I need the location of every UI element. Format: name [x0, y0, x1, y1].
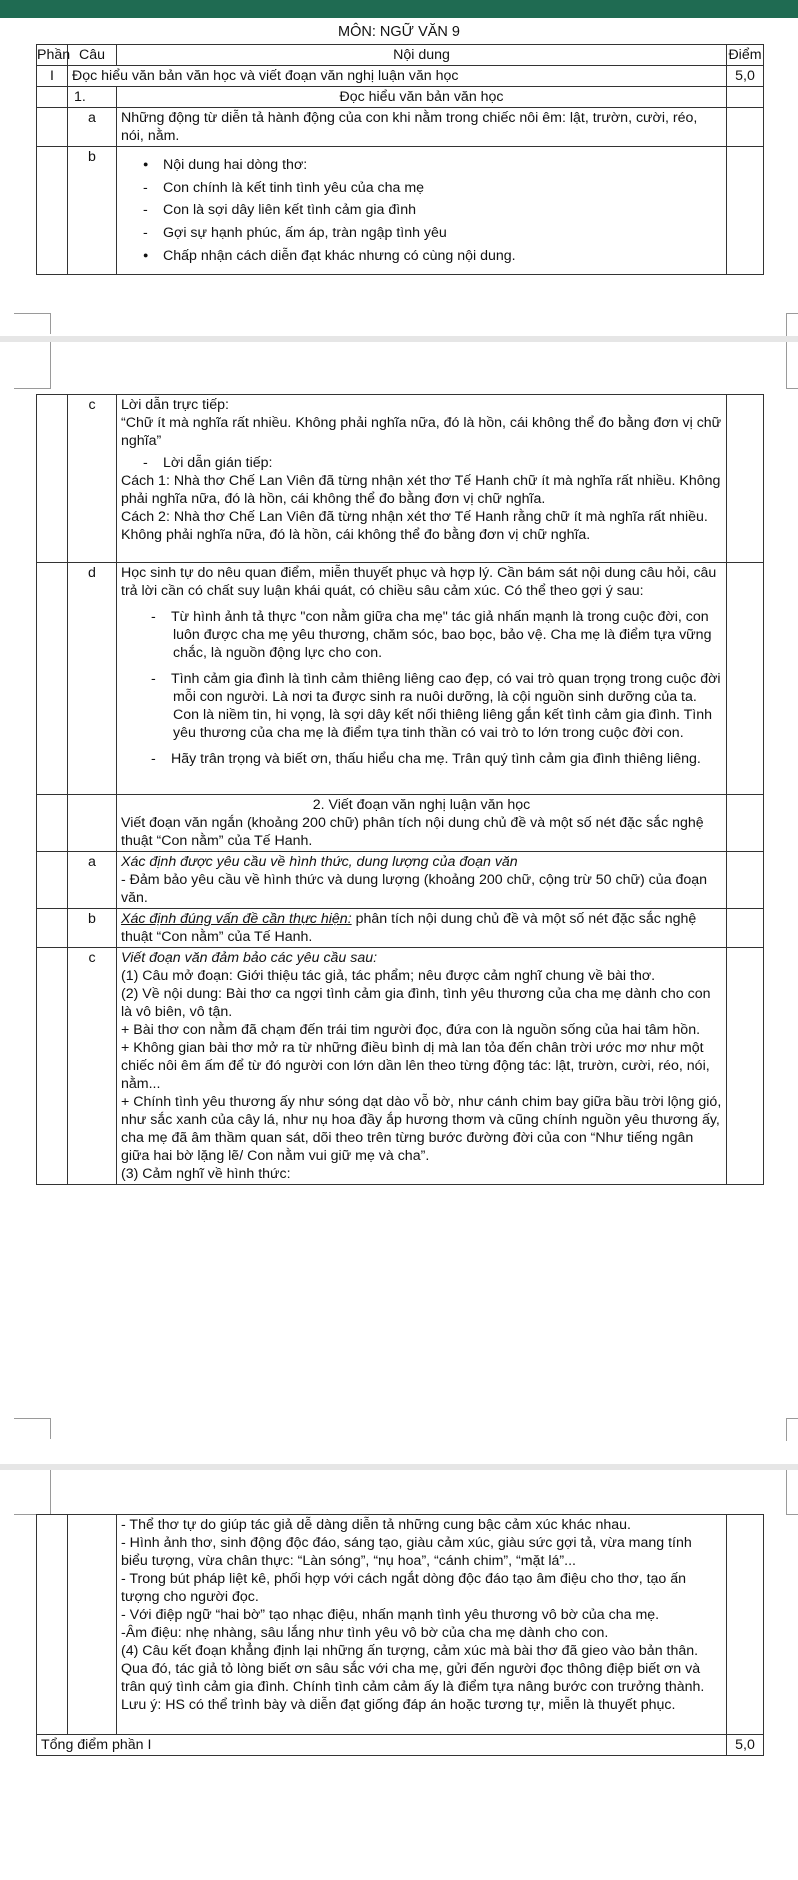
writing-b-content [117, 909, 727, 948]
part-label: Đọc hiểu văn bản văn học và viết đoạn văn nghị luận văn học [68, 66, 727, 87]
crop-mark [14, 342, 51, 389]
section2-row [37, 795, 764, 852]
writing-a-head: Xác định được yêu cầu về hình thức, dung lượng của đoạn văn [121, 854, 518, 870]
header-question: Câu [68, 45, 117, 66]
question-b-row [37, 147, 764, 275]
writing-c-line: - Hình ảnh thơ, sinh động độc đáo, sáng tạo, giàu cảm xúc, giàu sức gợi tả, vừa mang tính biểu tượng, vừa chân thực: “Làn sóng”, “nụ hoa”, “cánh chim”, “mặt lá”... [121, 1535, 692, 1569]
direct-quote-label: Lời dẫn trực tiếp: [121, 397, 229, 413]
crop-mark [786, 1418, 798, 1441]
question-label: b [68, 147, 117, 275]
question-label: a [68, 852, 117, 909]
section2-task: Viết đoạn văn ngắn (khoảng 200 chữ) phân tích nội dung chủ đề và một số nét đặc sắc nghệ thuật “Con nằm” của Tế Hanh. [121, 815, 704, 849]
crop-mark [786, 342, 798, 389]
crop-mark [786, 313, 798, 336]
writing-c-line: + Không gian bài thơ mở ra từ những điều bình dị mà lan tỏa đến chân trời ước mơ như một chiếc nôi êm ấm để từ đó người con lớn dần lên theo từng động tác: lật, trườn, cười, réo, nói, nằm... [121, 1040, 710, 1092]
indirect-way-1: Cách 1: Nhà thơ Chế Lan Viên đã từng nhận xét thơ Tế Hanh chữ ít mà nghĩa rất nhiều. Không phải nghĩa nữa, đó là hồn, cái không thể đo bằng đơn vị chữ nghĩa. [121, 473, 721, 507]
crop-mark [14, 313, 51, 334]
writing-c-line: (2) Về nội dung: Bài thơ ca ngợi tình cảm gia đình, tình yêu thương của cha mẹ dành cho con là vô biên, vô tận. [121, 986, 711, 1020]
section1-row [37, 87, 764, 108]
writing-c-line: (1) Câu mở đoạn: Giới thiệu tác giả, tác phẩm; nêu được cảm nghĩ chung về bài thơ. [121, 968, 656, 984]
writing-c-continued [117, 1515, 727, 1735]
writing-c-line: (3) Cảm nghĩ về hình thức: [121, 1166, 291, 1182]
question-d-intro: Học sinh tự do nêu quan điểm, miễn thuyết phục và hợp lý. Cần bám sát nội dung câu hỏi, câu trả lời cần có chất suy luận khái quát, có chiều sâu cảm xúc. Có thể theo gợi ý sau: [121, 565, 717, 599]
top-color-bar [0, 0, 798, 18]
writing-c-line: - Với điệp ngữ “hai bờ” tạo nhạc điệu, nhấn mạnh tình yêu thương vô bờ của cha mẹ. [121, 1607, 660, 1623]
header-content: Nội dung [117, 45, 727, 66]
crop-mark [14, 1470, 51, 1515]
question-label: c [68, 948, 117, 1185]
page-title: MÔN: NGỮ VĂN 9 [338, 24, 460, 40]
writing-c-line: -Âm điệu: nhẹ nhàng, sâu lắng như tình yêu vô bờ của cha mẹ dành cho con. [121, 1625, 609, 1641]
writing-a-content [117, 852, 727, 909]
answer-table-page-1 [36, 44, 764, 275]
writing-c-note: Lưu ý: HS có thể trình bày và diễn đạt giống đáp án hoặc tương tự, miễn là thuyết phục. [121, 1697, 676, 1713]
crop-mark [14, 1418, 51, 1439]
list-item: - Con chính là kết tinh tình yêu của cha mẹ [121, 177, 722, 200]
list-item: - Con là sợi dây liên kết tình cảm gia đình [121, 199, 722, 222]
section1-title: Đọc hiểu văn bản văn học [117, 87, 727, 108]
writing-c-line: - Thể thơ tự do giúp tác giả dễ dàng diễn tả những cung bậc cảm xúc khác nhau. [121, 1517, 631, 1533]
section1-number: 1. [68, 87, 117, 108]
direct-quote-text: “Chữ ít mà nghĩa rất nhiều. Không phải nghĩa nữa, đó là hồn, cái không thể đo bằng đơn vị chữ nghĩa” [121, 415, 722, 449]
writing-b-text: phân tích nội dung chủ đề và một số nét đặc sắc nghệ thuật “Con nằm” của Tế Hanh. [121, 911, 697, 945]
writing-b-row [37, 909, 764, 948]
writing-c-continued-row [37, 1515, 764, 1735]
list-item: - Tình cảm gia đình là tình cảm thiêng liêng cao đẹp, có vai trò quan trọng trong cuộc đời mỗi con người. Là nơi ta được sinh ra nuôi dưỡng, là cội nguồn sinh dưỡng của ta. Con là niềm tin, hi vọng, là sợi dây kết nối thiêng liêng gắn kết tình cảm gia đình. Tình yêu thương của cha mẹ là điểm tựa tinh thần có vai trò to lớn trong cuộc đời con. [121, 670, 722, 742]
question-a-answer: Những động từ diễn tả hành động của con khi nằm trong chiếc nôi êm: lật, trườn, cười, réo, nói, nằm. [117, 108, 727, 147]
question-label: d [68, 563, 117, 795]
part1-row [37, 66, 764, 87]
question-label: b [68, 909, 117, 948]
header-score: Điểm [727, 45, 764, 66]
list-item: - Hãy trân trọng và biết ơn, thấu hiểu cha mẹ. Trân quý tình cảm gia đình thiêng liêng. [121, 750, 722, 768]
list-item: ● Chấp nhận cách diễn đạt khác nhưng có cùng nội dung. [121, 244, 722, 268]
question-c-answer [117, 395, 727, 563]
question-c-row [37, 395, 764, 563]
writing-a-text: - Đảm bảo yêu cầu về hình thức và dung lượng (khoảng 200 chữ, cộng trừ 50 chữ) của đoạn văn. [121, 872, 708, 906]
page-1 [0, 18, 798, 336]
part-score: 5,0 [727, 66, 764, 87]
list-item: - Từ hình ảnh tả thực "con nằm giữa cha mẹ" tác giả nhấn mạnh là trong cuộc đời, con luôn được cha mẹ yêu thương, chăm sóc, bao bọc, bảo vệ. Cha mẹ là điểm tựa vững chắc, là nguồn động lực cho con. [121, 608, 722, 662]
crop-mark [786, 1470, 798, 1515]
page-3 [0, 1470, 798, 1880]
total-label: Tổng điểm phần I [37, 1735, 727, 1756]
writing-c-content [117, 948, 727, 1185]
section2-content [117, 795, 727, 852]
total-row [37, 1735, 764, 1756]
writing-c-line: (4) Câu kết đoạn khẳng định lại những ấn tượng, cảm xúc mà bài thơ đã gieo vào bản thân. Qua đó, tác giả tỏ lòng biết ơn sâu sắc với cha mẹ, gửi đến người đọc thông điệp biết ơn và trân quý tình cảm gia đình. Chính tình cảm cảm ấy là điểm tựa nâng bước con trưởng thành. [121, 1643, 705, 1695]
question-a-row [37, 108, 764, 147]
answer-table-page-2 [36, 394, 764, 1185]
question-b-answer [117, 147, 727, 275]
indirect-quote-label: - Lời dẫn gián tiếp: [121, 454, 722, 472]
writing-c-line: + Chính tình yêu thương ấy như sóng dạt dào vỗ bờ, như cánh chim bay giữa bầu trời lộng gió, như sắc xanh của cây lá, như nụ hoa đầy ắp hương thơm và cũng chính nguồn yêu thương ấy, cha mẹ đã âm thầm quan sát, dõi theo trên từng bước đường đời của con “Như tiếng ngân giữa hai bờ lặng lẽ/ Con nằm vui giữ mẹ và cha”. [121, 1094, 722, 1164]
header-part: Phần [37, 45, 68, 66]
section2-title: 2. Viết đoạn văn nghị luận văn học [312, 797, 531, 813]
question-label: c [68, 395, 117, 563]
page-2 [0, 342, 798, 1464]
question-label: a [68, 108, 117, 147]
part-roman: I [37, 66, 68, 87]
total-score: 5,0 [727, 1735, 764, 1756]
writing-c-line: + Bài thơ con nằm đã chạm đến trái tim người đọc, đứa con là nguồn sống của hai tâm hồn. [121, 1022, 701, 1038]
writing-c-row [37, 948, 764, 1185]
list-item: ● Nội dung hai dòng thơ: [121, 153, 722, 177]
list-item: - Gợi sự hạnh phúc, ấm áp, tràn ngập tình yêu [121, 222, 722, 245]
writing-a-row [37, 852, 764, 909]
question-d-answer [117, 563, 727, 795]
answer-table-page-3 [36, 1514, 764, 1756]
writing-c-line: - Trong bút pháp liệt kê, phối hợp với cách ngắt dòng độc đáo tạo âm điệu cho thơ, tạo ấn tượng cho người đọc. [121, 1571, 687, 1605]
indirect-way-2: Cách 2: Nhà thơ Chế Lan Viên đã từng nhận xét thơ Tế Hanh rằng chữ ít mà nghĩa rất nhiều. Không phải nghĩa nữa, đó là hồn, cái không thể đo bằng đơn vị chữ nghĩa. [121, 509, 708, 543]
table-header-row [37, 45, 764, 66]
question-d-row [37, 563, 764, 795]
writing-b-head: Xác định đúng vấn đề cần thực hiện: [121, 911, 352, 927]
writing-c-head: Viết đoạn văn đảm bảo các yêu cầu sau: [121, 950, 378, 966]
